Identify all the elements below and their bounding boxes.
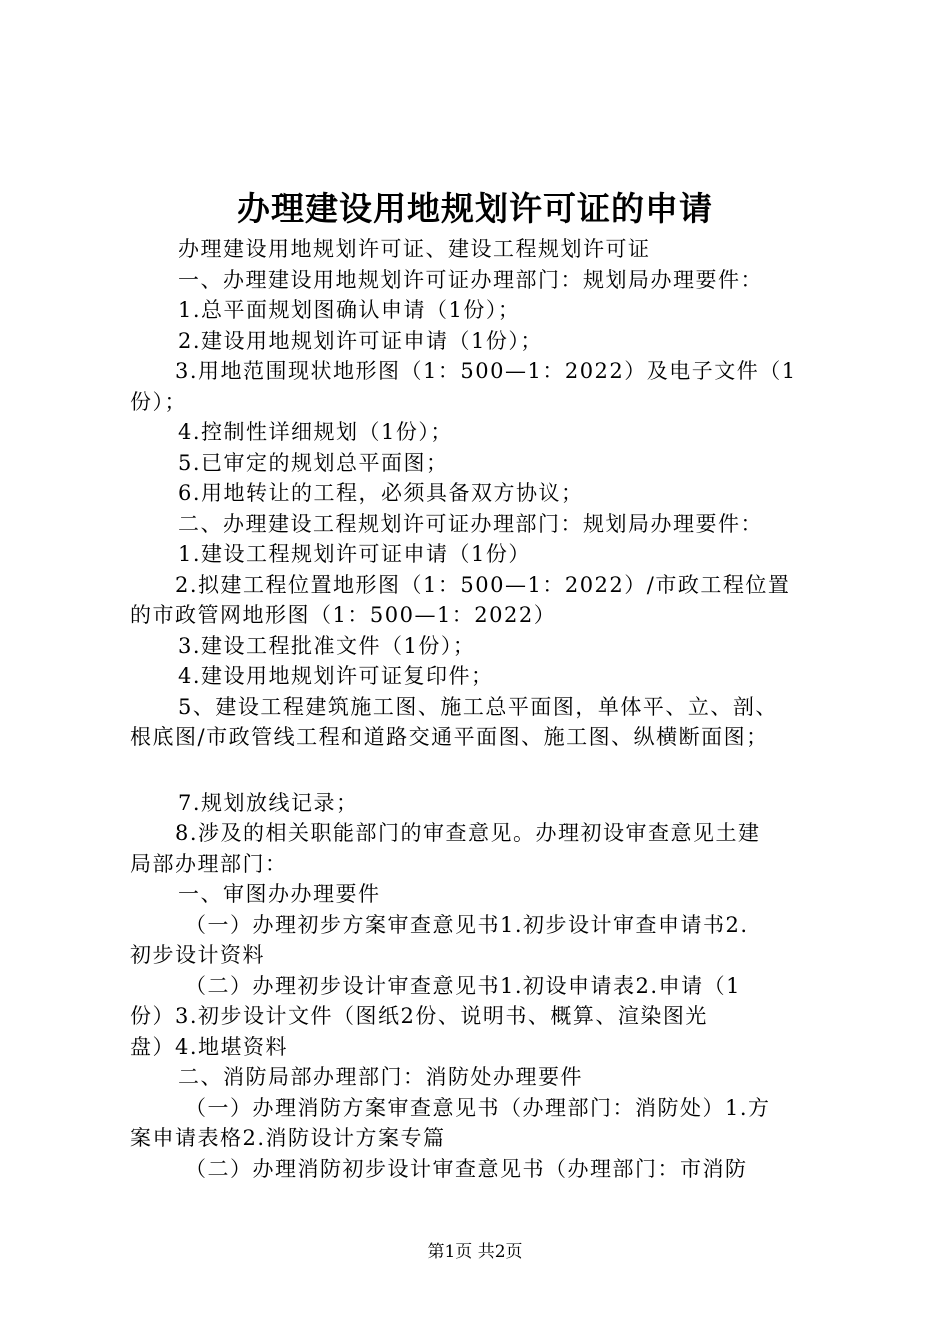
paragraph-line: 份）； <box>130 389 187 414</box>
paragraph-line: 2.建设用地规划许可证申请（1份）； <box>178 328 543 353</box>
paragraph-line: 1.建设工程规划许可证申请（1份） <box>178 542 531 566</box>
paragraph-line: 二、消防局部办理部门：消防处办理要件 <box>178 1065 583 1089</box>
paragraph-line: 6.用地转让的工程，必须具备双方协议； <box>178 481 584 505</box>
paragraph-line: （二）办理消防初步设计审查意见书（办理部门：市消防 <box>185 1156 748 1181</box>
document-title: 办理建设用地规划许可证的申请 <box>237 189 713 228</box>
paragraph-line: 5、建设工程建筑施工图、施工总平面图，单体平、立、剖、 <box>178 694 778 719</box>
paragraph-line: 根底图/市政管线工程和道路交通平面图、施工图、纵横断面图； <box>130 725 769 749</box>
paragraph-line: 5.已审定的规划总平面图； <box>178 450 449 475</box>
paragraph-line: 二、办理建设工程规划许可证办理部门：规划局办理要件： <box>178 511 763 536</box>
paragraph-line: 2.拟建工程位置地形图（1：500—1：2022）/市政工程位置 <box>175 572 791 597</box>
paragraph-line: 份）3.初步设计文件（图纸2份、说明书、概算、渲染图光 <box>130 1004 708 1028</box>
paragraph-line: 3.建设工程批准文件（1份）； <box>178 633 476 658</box>
paragraph-line: （一）办理消防方案审查意见书（办理部门：消防处）1.方 <box>185 1095 771 1120</box>
paragraph-line: 的市政管网地形图（1：500—1：2022） <box>130 603 557 627</box>
paragraph-line: 3.用地范围现状地形图（1：500—1：2022）及电子文件（1 <box>175 359 797 383</box>
paragraph-line: 1.总平面规划图确认申请（1份）； <box>178 298 521 322</box>
paragraph-line: （二）办理初步设计审查意见书1.初设申请表2.申请（1 <box>185 973 741 998</box>
paragraph-line: 局部办理部门： <box>130 851 288 876</box>
paragraph-gap <box>130 753 834 788</box>
document-body <box>130 234 834 1184</box>
paragraph-line: 8.涉及的相关职能部门的审查意见。办理初设审查意见土建 <box>175 821 761 845</box>
paragraph-line: 初步设计资料 <box>130 943 265 967</box>
paragraph-line: 盘）4.地堪资料 <box>130 1034 289 1059</box>
paragraph-line: 一、审图办办理要件 <box>178 882 381 906</box>
paragraph-line: （一）办理初步方案审查意见书1.初步设计审查申请书2. <box>185 912 749 937</box>
paragraph-line: 4.建设用地规划许可证复印件； <box>178 664 494 688</box>
paragraph-line: 办理建设用地规划许可证、建设工程规划许可证 <box>178 237 651 261</box>
paragraph-line: 4.控制性详细规划（1份）； <box>178 420 453 444</box>
paragraph-line: 案申请表格2.消防设计方案专篇 <box>130 1126 446 1150</box>
paragraph-line: 7.规划放线记录； <box>178 790 359 815</box>
paragraph-line: 一、办理建设用地规划许可证办理部门：规划局办理要件： <box>178 267 763 292</box>
page-number: 第1页 共2页 <box>427 1242 523 1262</box>
